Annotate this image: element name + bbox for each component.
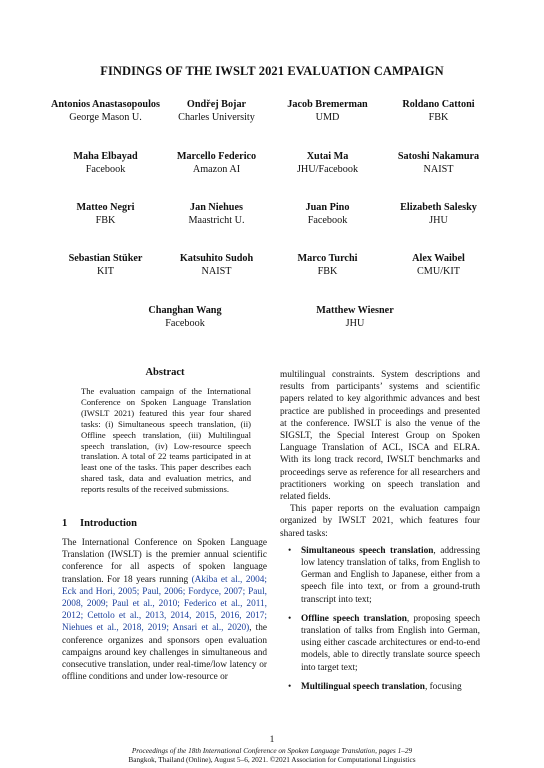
author-block <box>383 99 494 124</box>
intro-text-continued: , the conference organizes and sponsors open evaluation campaigns around key challenges in simultaneous and consecutive translation, under real-time/low latency or offline conditions and under low-resource or <box>62 623 268 683</box>
author-name: Marco Turchi <box>297 253 358 264</box>
author-affiliation: UMD <box>315 111 340 123</box>
author-block <box>50 253 161 278</box>
author-affiliation: NAIST <box>201 265 232 277</box>
task-name: Simultaneous speech translation <box>301 545 434 556</box>
body-paragraph: multilingual constraints. System descriptions and results from participants’ systems and scientific papers related to key algorithmic advances and best practice are published in proceedings and presented at the conference. IWSLT is also the venue of the SIGSLT, the Special Interest Group on Spoken Language Translation of ACL, ISCA and ELRA. With its long track record, IWSLT benchmarks and proceedings serve as reference for all researchers and practitioners working on speech translation and related fields. <box>280 370 480 503</box>
author-name: Jan Niehues <box>190 202 243 213</box>
author-affiliation: KIT <box>97 265 114 277</box>
author-block <box>383 253 494 278</box>
author-name: Antonios Anastasopoulos <box>51 99 160 110</box>
author-block <box>50 99 161 124</box>
author-row <box>50 202 494 227</box>
author-row <box>50 253 494 278</box>
intro-paragraph <box>62 537 267 683</box>
author-affiliation: Amazon AI <box>192 163 241 175</box>
author-name: Matthew Wiesner <box>316 305 394 316</box>
bullet-icon: • <box>288 613 292 624</box>
footer-proceedings: Proceedings of the 18th International Conference on Spoken Language Translation, pages 1–29 <box>131 746 413 755</box>
author-affiliation: FBK <box>317 265 338 277</box>
list-item <box>280 545 480 606</box>
author-affiliation: Charles University <box>178 111 255 123</box>
author-block <box>161 253 272 278</box>
author-affiliation: JHU <box>429 214 448 226</box>
author-row <box>50 151 494 176</box>
section-number: 1 <box>62 518 68 529</box>
author-block <box>161 151 272 176</box>
bullet-icon: • <box>288 545 292 556</box>
author-affiliation: Facebook <box>165 317 205 329</box>
author-block <box>272 151 383 176</box>
bullet-icon: • <box>288 681 292 692</box>
author-name: Jacob Bremerman <box>287 99 368 110</box>
body-paragraph: This paper reports on the evaluation campaign organized by IWSLT 2021, which features four shared tasks: <box>280 504 480 539</box>
task-list <box>280 545 480 693</box>
author-block <box>50 202 161 227</box>
section-heading <box>62 518 137 529</box>
author-block <box>383 202 494 227</box>
author-name: Katsuhito Sudoh <box>179 253 254 264</box>
task-name: Multilingual speech translation <box>301 681 425 692</box>
right-column <box>280 369 480 700</box>
paper-title: FINDINGS OF THE IWSLT 2021 EVALUATION CAMPAIGN <box>100 64 444 78</box>
author-name: Satoshi Nakamura <box>397 151 480 162</box>
author-block <box>161 202 272 227</box>
abstract-text: The evaluation campaign of the International Conference on Spoken Language Translation (IWSLT 2021) featured this year four shared tasks: (i) Simultaneous speech translation, (ii) Offline speech translation, (iii) Multilingual speech translation, (iv) Low-resource speech translation. A total of 22 teams participated in at least one of the tasks. This paper describes each shared task, data and evaluation metrics, and reports results of the received submissions. <box>81 386 251 495</box>
author-block <box>161 99 272 124</box>
author-affiliation: JHU/Facebook <box>296 163 359 175</box>
author-block <box>272 202 383 227</box>
author-name: Sebastian Stüker <box>68 253 143 264</box>
author-affiliation: NAIST <box>423 163 454 175</box>
author-block <box>270 305 440 330</box>
author-block <box>272 253 383 278</box>
author-name: Elizabeth Salesky <box>400 202 477 213</box>
author-affiliation: FBK <box>95 214 116 226</box>
task-description: , focusing <box>424 681 462 692</box>
author-affiliation: Facebook <box>307 214 348 226</box>
author-block <box>50 151 161 176</box>
author-name: Roldano Cattoni <box>402 99 475 110</box>
author-block <box>272 99 383 124</box>
author-name: Marcello Federico <box>176 151 257 162</box>
author-affiliation: Facebook <box>85 163 126 175</box>
task-description: , proposing speech translation of talks from English into German, using either cascade architectures or end-to-end models, able to directly translate source speech into target text; <box>301 613 480 673</box>
author-name: Ondřej Bojar <box>186 99 247 110</box>
author-name: Matteo Negri <box>76 202 135 213</box>
abstract-heading: Abstract <box>145 367 185 378</box>
author-name: Changhan Wang <box>148 305 222 316</box>
footer <box>0 746 544 764</box>
author-name: Maha Elbayad <box>73 151 138 162</box>
author-name: Juan Pino <box>305 202 350 213</box>
author-affiliation: FBK <box>428 111 449 123</box>
section-title: Introduction <box>80 518 137 529</box>
list-item <box>280 613 480 674</box>
author-name: Alex Waibel <box>412 253 465 264</box>
author-name: Xutai Ma <box>306 151 349 162</box>
author-row <box>50 99 494 124</box>
intro-text: The International Conference on Spoken Language Translation (IWSLT) is the premier annual scientific conference for all aspects of spoken language translation. For 18 years running <box>62 538 267 585</box>
citation-links[interactable]: (Akiba et al., 2004; Eck and Hori, 2005; Paul, 2006; Fordyce, 2007; Paul, 2008, 2009; Paul et al., 2010; Federico et al., 2011, 2012; Cettolo et al., 2013, 2014, 2015, 2016, 2017; Niehues et al., 2018, 2019; Ansari et al., 2020) <box>62 574 267 634</box>
author-block <box>383 151 494 176</box>
task-description: , addressing low latency translation of talks, from English to German and English to Japanese, either from a speech file into text, or from a ground-truth transcript into text; <box>301 545 480 605</box>
author-row <box>100 305 440 330</box>
author-affiliation: Maastricht U. <box>188 214 245 226</box>
author-affiliation: JHU <box>345 317 365 329</box>
author-affiliation: George Mason U. <box>69 111 142 123</box>
footer-venue: Bangkok, Thailand (Online), August 5–6, 2021. ©2021 Association for Computational Linguistics <box>128 755 416 764</box>
page-number: 1 <box>269 735 275 745</box>
task-name: Offline speech translation <box>301 613 407 624</box>
list-item <box>280 681 480 693</box>
author-block <box>100 305 270 330</box>
author-affiliation: CMU/KIT <box>416 265 460 277</box>
